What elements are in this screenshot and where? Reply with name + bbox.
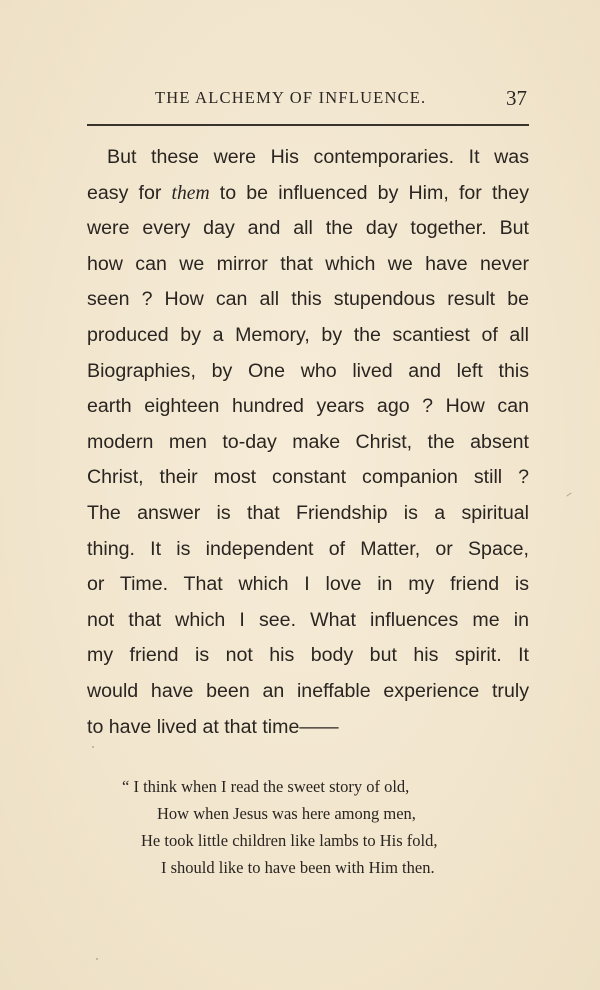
text-line: Biographies, by One who lived and left this: [87, 359, 529, 382]
text-line: modern men to-day make Christ, the absent: [87, 430, 529, 453]
text-line: earth eighteen hundred years ago ? How can: [87, 395, 529, 418]
paper-speck: [92, 746, 94, 748]
paper-speck: [96, 958, 98, 960]
verse-line: I should like to have been with Him then.: [161, 858, 435, 877]
text-line: how can we mirror that which we have never: [87, 252, 529, 275]
text-line: to have lived at that time——: [87, 715, 339, 738]
verse-line: How when Jesus was here among men,: [157, 804, 416, 823]
text-line: were every day and all the day together. But: [87, 217, 529, 240]
text-line: not that which I see. What influences me in: [87, 608, 529, 631]
header-rule: [87, 124, 529, 126]
text-line: or Time. That which I love in my friend is: [87, 573, 529, 596]
emphasized-word: them: [171, 182, 210, 204]
text-line: [87, 176, 529, 212]
text-line: would have been an ineffable experience truly: [87, 679, 529, 702]
verse-line: “ I think when I read the sweet story of old,: [122, 777, 410, 796]
text-line: produced by a Memory, by the scantiest of all: [87, 323, 529, 346]
running-title: THE ALCHEMY OF INFLUENCE.: [155, 88, 427, 107]
text-segment: to be influenced by Him, for they: [209, 181, 529, 204]
page-number: 37: [506, 86, 527, 110]
verse-line: He took little children like lambs to His fold,: [141, 831, 438, 850]
text-line: seen ? How can all this stupendous result be: [87, 288, 529, 311]
text-line: Christ, their most constant companion still ?: [87, 466, 529, 489]
paper-speck: [566, 492, 571, 496]
text-line: my friend is not his body but his spirit. It: [87, 644, 529, 667]
text-line: The answer is that Friendship is a spiritual: [87, 501, 529, 524]
body-paragraph: [87, 140, 529, 745]
text-line: thing. It is independent of Matter, or Space,: [87, 537, 529, 560]
text-segment: easy for: [87, 181, 172, 204]
text-line: But these were His contemporaries. It was: [107, 146, 529, 168]
